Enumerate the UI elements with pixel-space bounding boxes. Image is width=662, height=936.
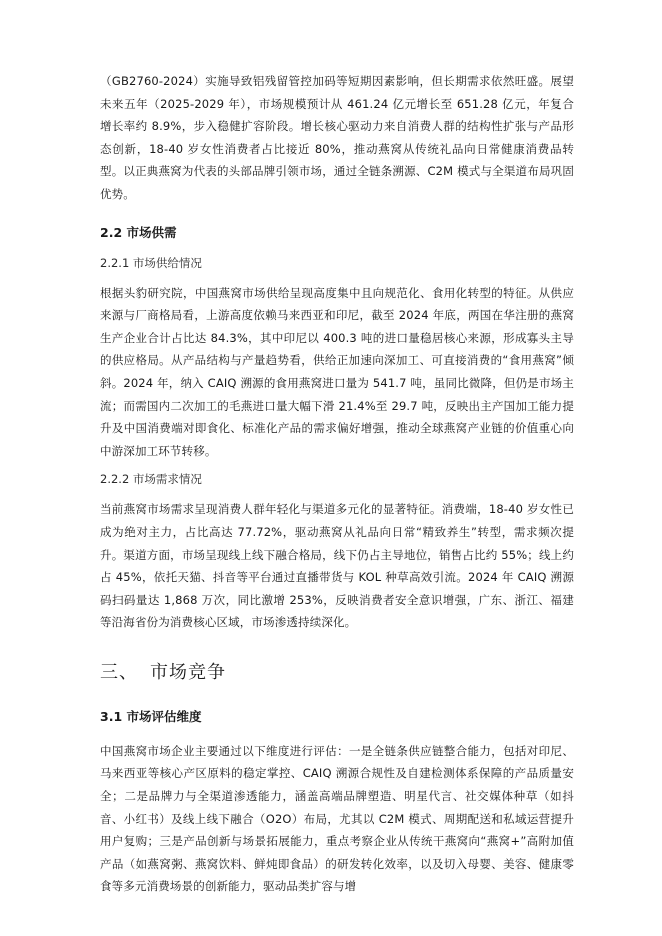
subsection-2-2-1-heading: 2.2.1 市场供给情况 [100,255,202,270]
supply-paragraph: 根据头豹研究院，中国燕窝市场供给呈现高度集中且向规范化、食用化转型的特征。从供应来源与厂商格局看，上游高度依赖马来西亚和印尼，截至 2024 年底，两国在华注册的燕窝生产企业合计占比达 84.3%，其中印尼以 400.3 吨的进口量稳居核心来源，形成寡头主导的供应格局。从产品结构与产量趋势看，供给正加速向深加工、可直接消费的“食用燕窝”倾斜。2024 年，纳入 CAIQ 溯源的食用燕窝进口量为 541.7 吨，虽同比微降，但仍是市场主流；而需国内二次加工的毛燕进口量大幅下滑 21.4%至 29.7 吨，反映出主产国加工能力提升及中国消费端对即食化、标准化产品的需求偏好增强，推动全球燕窝产业链的价值重心向中游深加工环节转移。 [100,285,574,458]
section-3-1-heading: 3.1 市场评估维度 [100,708,202,724]
evaluation-paragraph: 中国燕窝市场企业主要通过以下维度进行评估：一是全链条供应链整合能力，包括对印尼、马来西亚等核心产区原料的稳定掌控、CAIQ 溯源合规性及自建检测体系保障的产品质量安全；二是品牌力与全渠道渗透能力，涵盖高端品牌塑造、明星代言、社交媒体种草（如抖音、小红书）及线上线下融合（O2O）布局，尤其以 C2M 模式、周期配送和私域运营提升用户复购；三是产品创新与场景拓展能力，重点考察企业从传统干燕窝向“燕窝+”高附加值产品（如燕窝粥、燕窝饮料、鲜炖即食品）的研发转化效率，以及切入母婴、美容、健康零食等多元消费场景的创新能力，驱动品类扩容与增 [100,743,574,894]
demand-paragraph: 当前燕窝市场需求呈现消费人群年轻化与渠道多元化的显著特征。消费端，18-40 岁女性已成为绝对主力，占比高达 77.72%，驱动燕窝从礼品向日常“精致养生”转型，需求频次提升。渠道方面，市场呈现线上线下融合格局，线下仍占主导地位，销售占比约 55%；线上约占 45%，依托天猫、抖音等平台通过直播带货与 KOL 种草高效引流。2024 年 CAIQ 溯源码扫码量达 1,868 万次，同比激增 253%，反映消费者安全意识增强，广东、浙江、福建等沿海省份为消费核心区域，市场渗透持续深化。 [100,502,574,630]
section-2-2-heading: 2.2 市场供需 [100,224,177,240]
section-3-number: 三、 [100,661,138,683]
section-3-heading [100,660,574,686]
section-3-title: 市场竞争 [150,661,226,683]
subsection-2-2-2-heading: 2.2.2 市场需求情况 [100,472,202,487]
intro-paragraph: （GB2760-2024）实施导致铝残留管控加码等短期因素影响，但长期需求依然旺盛。展望未来五年（2025-2029 年），市场规模预计从 461.24 亿元增长至 651.28 亿元，年复合增长率约 8.9%，步入稳健扩容阶段。增长核心驱动力来自消费人群的结构性扩张与产品形态创新，18-40 岁女性消费者占比接近 80%，推动燕窝从传统礼品向日常健康消费品转型。以正典燕窝为代表的头部品牌引领市场，通过全链条溯源、C2M 模式与全渠道布局巩固优势。 [100,74,574,201]
